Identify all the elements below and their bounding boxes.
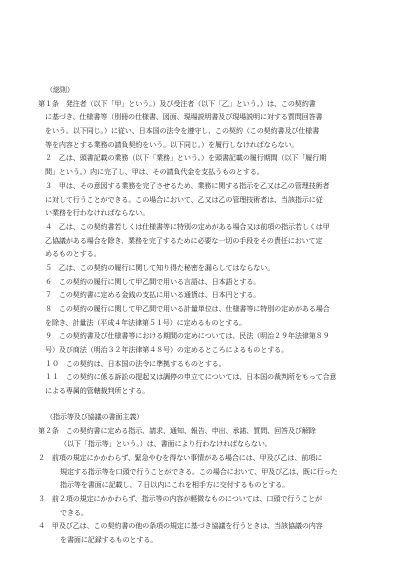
paragraph-11-line: による専属的管轄裁判所とする。 <box>45 386 150 396</box>
paragraph-3-line: ３ 前２項の規定にかかわらず、指示等の内容が軽微なものについては、口頭で行うことが <box>38 493 322 503</box>
paragraph-2-line: 指示等を書面に記載し、７日以内にこれを相手方に交付するものとする。 <box>60 480 290 490</box>
paragraph-10-line: １０ この契約は、日本国の法令に準拠するものとする。 <box>45 358 226 368</box>
paragraph-2-line: 間」という。）内に完了し、甲は、その請負代金を支払うものとする。 <box>45 167 264 177</box>
paragraph-6-line: ６ この契約の履行に関して甲乙間で用いる言語は、日本語とする。 <box>45 276 261 286</box>
section-heading: （総則） <box>46 85 74 94</box>
paragraph-4-line: めるものとする。 <box>45 249 101 259</box>
article-1-line: をいう。以下同じ。）に従い、日本国の法令を遵守し、この契約（この契約書及び仕様書 <box>45 126 320 136</box>
article-1-line: 等を内容とする業務の請負契約をいう。以下同じ。）を履行しなければならない。 <box>45 139 299 149</box>
paragraph-2-line: 規定する指示等を口頭で行うことができる。この場合において、甲及び乙は、既に行った <box>60 466 338 476</box>
paragraph-3-line: ３ 甲は、その意図する業務を完了させるため、業務に関する指示を乙又は乙の管理技術者 <box>45 180 330 190</box>
section-heading: （指示等及び協議の書面主義） <box>46 411 144 421</box>
paragraph-3-line: に対して行うことができる。この場合において、乙又は乙の管理技術者は、当該指示に従 <box>45 194 323 204</box>
paragraph-4-line: ４ 甲及び乙は、この契約書の他の条項の規定に基づき協議を行うときは、当該協議の内容 <box>38 521 323 531</box>
paragraph-8-line: を除き、計量法（平成４年法律第５１号）に定めるものとする。 <box>45 317 247 327</box>
paragraph-3-line: できる。 <box>60 507 88 517</box>
section-spacer <box>38 398 378 410</box>
paragraph-4-line: ４ 乙は、この契約書若しくは仕様書等に特別の定めがある場合又は前項の指示若しくは甲 <box>45 221 330 231</box>
article-2-line: （以下「指示等」という。）は、書面により行わなければならない。 <box>60 439 272 449</box>
paragraph-11-line: １１ この契約に係る訴訟の提起又は調停の申立てについては、日本国の裁判所をもって合意 <box>45 372 337 382</box>
article-1-line: に基づき、仕様書等（別冊の仕様書、図面、現場説明書及び現場説明に対する質問回答書 <box>45 112 323 122</box>
paragraph-8-line: ８ この契約の履行に関して甲乙間で用いる計量単位は、仕様書等に特別の定めがある場合 <box>45 304 330 313</box>
document-body <box>38 83 378 547</box>
paragraph-5-line: ５ 乙は、この契約の履行に関して知り得た秘密を漏らしてはならない。 <box>45 262 275 272</box>
paragraph-3-line: い業務を行わなければならない。 <box>45 208 150 218</box>
paragraph-2-line: ２ 前項の規定にかかわらず、緊急やむを得ない事情がある場合には、甲及び乙は、前項に <box>38 452 323 462</box>
article-2-line: 第２条 この契約書に定める指示、請求、通知、報告、申出、承諾、質問、回答及び解除 <box>38 425 316 435</box>
paragraph-9-line: ９ この契約書及び仕様書等における期間の定めについては、民法（明治２９年法律第８９ <box>45 331 330 341</box>
paragraph-4-line: を書面に記録するものとする。 <box>60 535 158 544</box>
paragraph-7-line: ７ この契約書に定める金銭の支払に用いる通貨は、日本円とする。 <box>45 290 261 300</box>
paragraph-4-line: 乙協議がある場合を除き、業務を完了するために必要な一切の手段をその責任において定 <box>45 235 323 245</box>
paragraph-9-line: 号）及び商法（明治３２年法律第４８号）の定めるところによるものとする。 <box>45 345 289 355</box>
paragraph-2-line: ２ 乙は、頭書記載の業務（以下「業務」という。）を頭書記載の履行期間（以下「履行期 <box>45 153 327 163</box>
article-1-line: 第１条 発注者（以下「甲」という。）及び受注者（以下「乙」という。）は、この契約書 <box>38 98 316 108</box>
